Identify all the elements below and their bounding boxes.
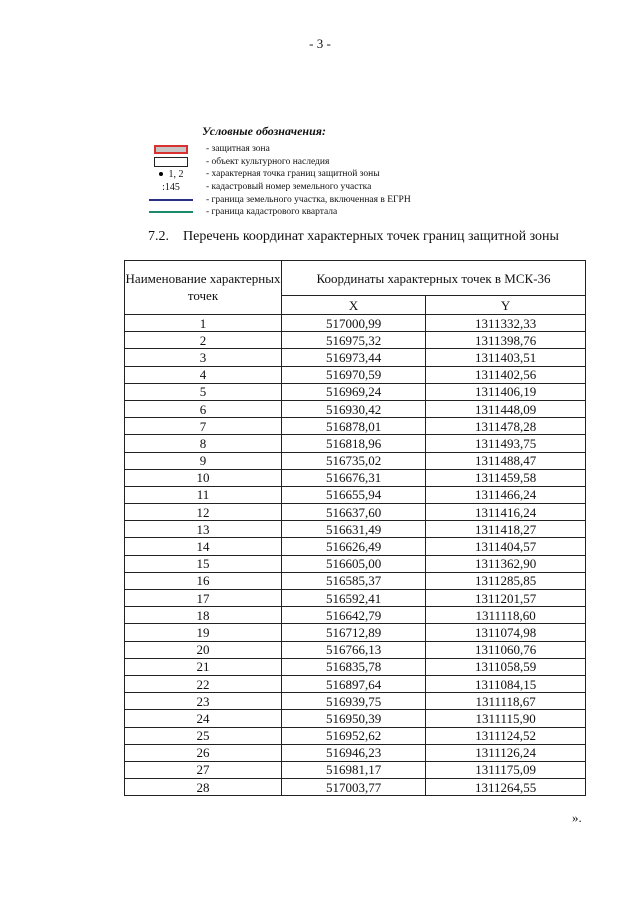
table-row [125,761,586,778]
x-coordinate-cell: 516735,02 [282,452,426,469]
x-coordinate-cell: 516897,64 [282,675,426,692]
x-coordinate-cell: 516835,78 [282,658,426,675]
point-number-cell: 11 [125,486,282,503]
table-row [125,555,586,572]
section-number: 7.2. [148,229,169,244]
legend-label: - характерная точка границ защитной зоны [206,169,380,180]
y-coordinate-cell: 1311285,85 [426,572,586,589]
table-row [125,418,586,435]
y-coordinate-cell: 1311448,09 [426,400,586,417]
header-point-name: Наименование характерных точек [125,261,282,315]
point-number-cell: 26 [125,744,282,761]
point-number-cell: 22 [125,675,282,692]
y-coordinate-cell: 1311060,76 [426,641,586,658]
x-coordinate-cell: 516655,94 [282,486,426,503]
table-row [125,469,586,486]
y-coordinate-cell: 1311332,33 [426,315,586,332]
point-number-cell: 18 [125,607,282,624]
point-number-cell: 5 [125,383,282,400]
point-number-cell: 24 [125,710,282,727]
x-coordinate-cell: 516676,31 [282,469,426,486]
x-coordinate-cell: 516950,39 [282,710,426,727]
point-number-cell: 17 [125,590,282,607]
y-coordinate-cell: 1311488,47 [426,452,586,469]
point-number-cell: 12 [125,504,282,521]
legend-item-protective-zone [146,143,486,156]
table-row [125,572,586,589]
point-number-cell: 23 [125,693,282,710]
table-row [125,641,586,658]
point-number-cell: 28 [125,779,282,796]
protective-zone-symbol-icon [154,145,188,154]
legend-item-characteristic-point [146,168,486,181]
x-coordinate-cell: 516930,42 [282,400,426,417]
y-coordinate-cell: 1311118,67 [426,693,586,710]
x-coordinate-cell: 517000,99 [282,315,426,332]
table-row [125,727,586,744]
y-coordinate-cell: 1311459,58 [426,469,586,486]
point-number-cell: 20 [125,641,282,658]
y-coordinate-cell: 1311403,51 [426,349,586,366]
y-coordinate-cell: 1311201,57 [426,590,586,607]
y-coordinate-cell: 1311398,76 [426,332,586,349]
point-number-cell: 1 [125,315,282,332]
section-heading [148,229,559,245]
y-coordinate-cell: 1311418,27 [426,521,586,538]
table-row [125,315,586,332]
x-coordinate-cell: 516975,32 [282,332,426,349]
y-coordinate-cell: 1311084,15 [426,675,586,692]
point-number-cell: 27 [125,761,282,778]
x-coordinate-cell: 516973,44 [282,349,426,366]
x-coordinate-cell: 516818,96 [282,435,426,452]
table-row [125,435,586,452]
x-coordinate-cell: 516637,60 [282,504,426,521]
x-coordinate-cell: 516969,24 [282,383,426,400]
x-coordinate-cell: 516585,37 [282,572,426,589]
y-coordinate-cell: 1311118,60 [426,607,586,624]
table-row [125,521,586,538]
legend-label: - кадастровый номер земельного участка [206,182,372,193]
legend-label: - объект культурного наследия [206,156,330,167]
table-row [125,383,586,400]
table-row [125,675,586,692]
legend-item-cadastral-number [146,181,486,194]
table-row [125,400,586,417]
y-coordinate-cell: 1311493,75 [426,435,586,452]
x-coordinate-cell: 516939,75 [282,693,426,710]
y-coordinate-cell: 1311115,90 [426,710,586,727]
y-coordinate-cell: 1311478,28 [426,418,586,435]
coordinates-table [124,260,586,796]
x-coordinate-cell: 516970,59 [282,366,426,383]
cadastral-quarter-line-icon [149,211,193,213]
table-row [125,607,586,624]
x-coordinate-cell: 516642,79 [282,607,426,624]
table-row [125,744,586,761]
point-marker-text: 1, 2 [168,168,184,180]
y-coordinate-cell: 1311416,24 [426,504,586,521]
x-coordinate-cell: 516626,49 [282,538,426,555]
cadastral-number-marker: :145 [162,181,180,193]
legend-label: - граница земельного участка, включенная в ЕГРН [206,194,411,205]
coordinates-table-body [125,315,586,796]
table-row [125,452,586,469]
x-coordinate-cell: 516712,89 [282,624,426,641]
point-number-cell: 16 [125,572,282,589]
table-row [125,538,586,555]
y-coordinate-cell: 1311058,59 [426,658,586,675]
point-number-cell: 4 [125,366,282,383]
y-coordinate-cell: 1311124,52 [426,727,586,744]
legend-label: - защитная зона [206,144,270,155]
header-coordinates: Координаты характерных точек в МСК-36 [282,261,586,296]
y-coordinate-cell: 1311406,19 [426,383,586,400]
legend-label: - граница кадастрового квартала [206,207,338,218]
legend-item-heritage-object [146,156,486,169]
y-coordinate-cell: 1311402,56 [426,366,586,383]
point-number-cell: 8 [125,435,282,452]
table-row [125,590,586,607]
point-number-cell: 13 [125,521,282,538]
point-number-cell: 15 [125,555,282,572]
point-marker-icon [159,172,163,176]
point-number-cell: 3 [125,349,282,366]
table-row [125,624,586,641]
point-number-cell: 2 [125,332,282,349]
closing-quote-mark: ». [572,810,582,825]
table-row [125,486,586,503]
point-number-cell: 9 [125,452,282,469]
table-row [125,710,586,727]
point-number-cell: 6 [125,400,282,417]
x-coordinate-cell: 516952,62 [282,727,426,744]
point-number-cell: 25 [125,727,282,744]
table-row [125,693,586,710]
table-row [125,779,586,796]
table-row [125,504,586,521]
legend [146,124,486,219]
y-coordinate-cell: 1311126,24 [426,744,586,761]
table-row [125,366,586,383]
heritage-object-symbol-icon [154,157,188,167]
x-coordinate-cell: 516878,01 [282,418,426,435]
y-coordinate-cell: 1311404,57 [426,538,586,555]
y-coordinate-cell: 1311175,09 [426,761,586,778]
point-number-cell: 10 [125,469,282,486]
x-coordinate-cell: 516981,17 [282,761,426,778]
legend-title: Условные обозначения: [202,124,326,138]
point-number-cell: 7 [125,418,282,435]
legend-item-egrn-boundary [146,193,486,206]
table-row [125,658,586,675]
page-number: - 3 - [309,36,331,51]
table-row [125,332,586,349]
table-row [125,349,586,366]
y-coordinate-cell: 1311264,55 [426,779,586,796]
point-number-cell: 19 [125,624,282,641]
x-coordinate-cell: 516766,13 [282,641,426,658]
egrn-boundary-line-icon [149,199,193,201]
x-coordinate-cell: 516592,41 [282,590,426,607]
y-coordinate-cell: 1311362,90 [426,555,586,572]
header-y: Y [426,296,586,315]
point-number-cell: 21 [125,658,282,675]
x-coordinate-cell: 516631,49 [282,521,426,538]
y-coordinate-cell: 1311074,98 [426,624,586,641]
legend-item-quarter-boundary [146,206,486,219]
x-coordinate-cell: 516946,23 [282,744,426,761]
header-x: X [282,296,426,315]
section-title: Перечень координат характерных точек границ защитной зоны [183,229,559,244]
y-coordinate-cell: 1311466,24 [426,486,586,503]
point-number-cell: 14 [125,538,282,555]
x-coordinate-cell: 517003,77 [282,779,426,796]
x-coordinate-cell: 516605,00 [282,555,426,572]
